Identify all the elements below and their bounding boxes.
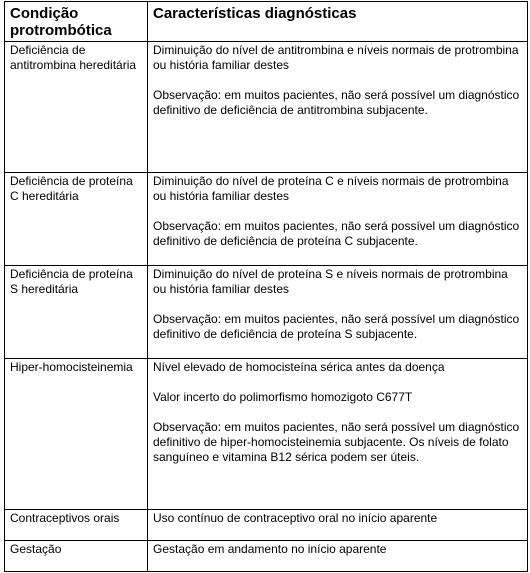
diagnostic-note: Diminuição do nível de proteína C e níveis normais de protrombina ou história familiar destes <box>153 174 509 203</box>
condition-cell: Gestação <box>5 541 148 572</box>
diagnostic-table <box>4 1 528 572</box>
condition-cell: Contraceptivos orais <box>5 510 148 541</box>
diagnostic-cell <box>148 510 528 541</box>
diagnostic-note: Valor incerto do polimorfismo homozigoto C677T <box>153 390 413 404</box>
diagnostic-note: Uso contínuo de contraceptivo oral no início aparente <box>153 511 438 525</box>
header-diagnostic-features: Características diagnósticas <box>148 2 528 42</box>
diagnostic-cell <box>148 42 528 173</box>
condition-cell: Deficiência de proteína S hereditária <box>5 266 148 359</box>
diagnostic-note: Observação: em muitos pacientes, não será possível um diagnóstico definitivo de hiper-homocisteinemia subjacente. Os níveis de folato sanguíneo e vitamina B12 sérica podem ser úteis. <box>153 420 520 464</box>
table-row <box>5 173 528 266</box>
table-row <box>5 541 528 572</box>
diagnostic-note: Observação: em muitos pacientes, não será possível um diagnóstico definitivo de deficiência de proteína S subjacente. <box>153 312 520 341</box>
diagnostic-note: Gestação em andamento no início aparente <box>153 542 387 556</box>
diagnostic-cell <box>148 266 528 359</box>
diagnostic-cell <box>148 541 528 572</box>
diagnostic-cell <box>148 173 528 266</box>
header-condition: Condição protrombótica <box>5 2 148 42</box>
diagnostic-note: Diminuição do nível de antitrombina e níveis normais de protrombina ou história familiar destes <box>153 43 519 72</box>
table-header-row <box>5 2 528 42</box>
condition-cell: Hiper-homocisteinemia <box>5 359 148 510</box>
diagnostic-note: Diminuição do nível de proteína S e níveis normais de protrombina ou história familiar destes <box>153 267 508 296</box>
diagnostic-note: Observação: em muitos pacientes, não será possível um diagnóstico definitivo de deficiência de proteína C subjacente. <box>153 219 520 248</box>
table-row <box>5 266 528 359</box>
diagnostic-note: Nível elevado de homocisteína sérica antes da doença <box>153 360 445 374</box>
table-row <box>5 42 528 173</box>
condition-cell: Deficiência de proteína C hereditária <box>5 173 148 266</box>
diagnostic-note: Observação: em muitos pacientes, não será possível um diagnóstico definitivo de deficiência de antitrombina subjacente. <box>153 88 520 117</box>
table-row <box>5 359 528 510</box>
diagnostic-cell <box>148 359 528 510</box>
condition-cell: Deficiência de antitrombina hereditária <box>5 42 148 173</box>
table-row <box>5 510 528 541</box>
